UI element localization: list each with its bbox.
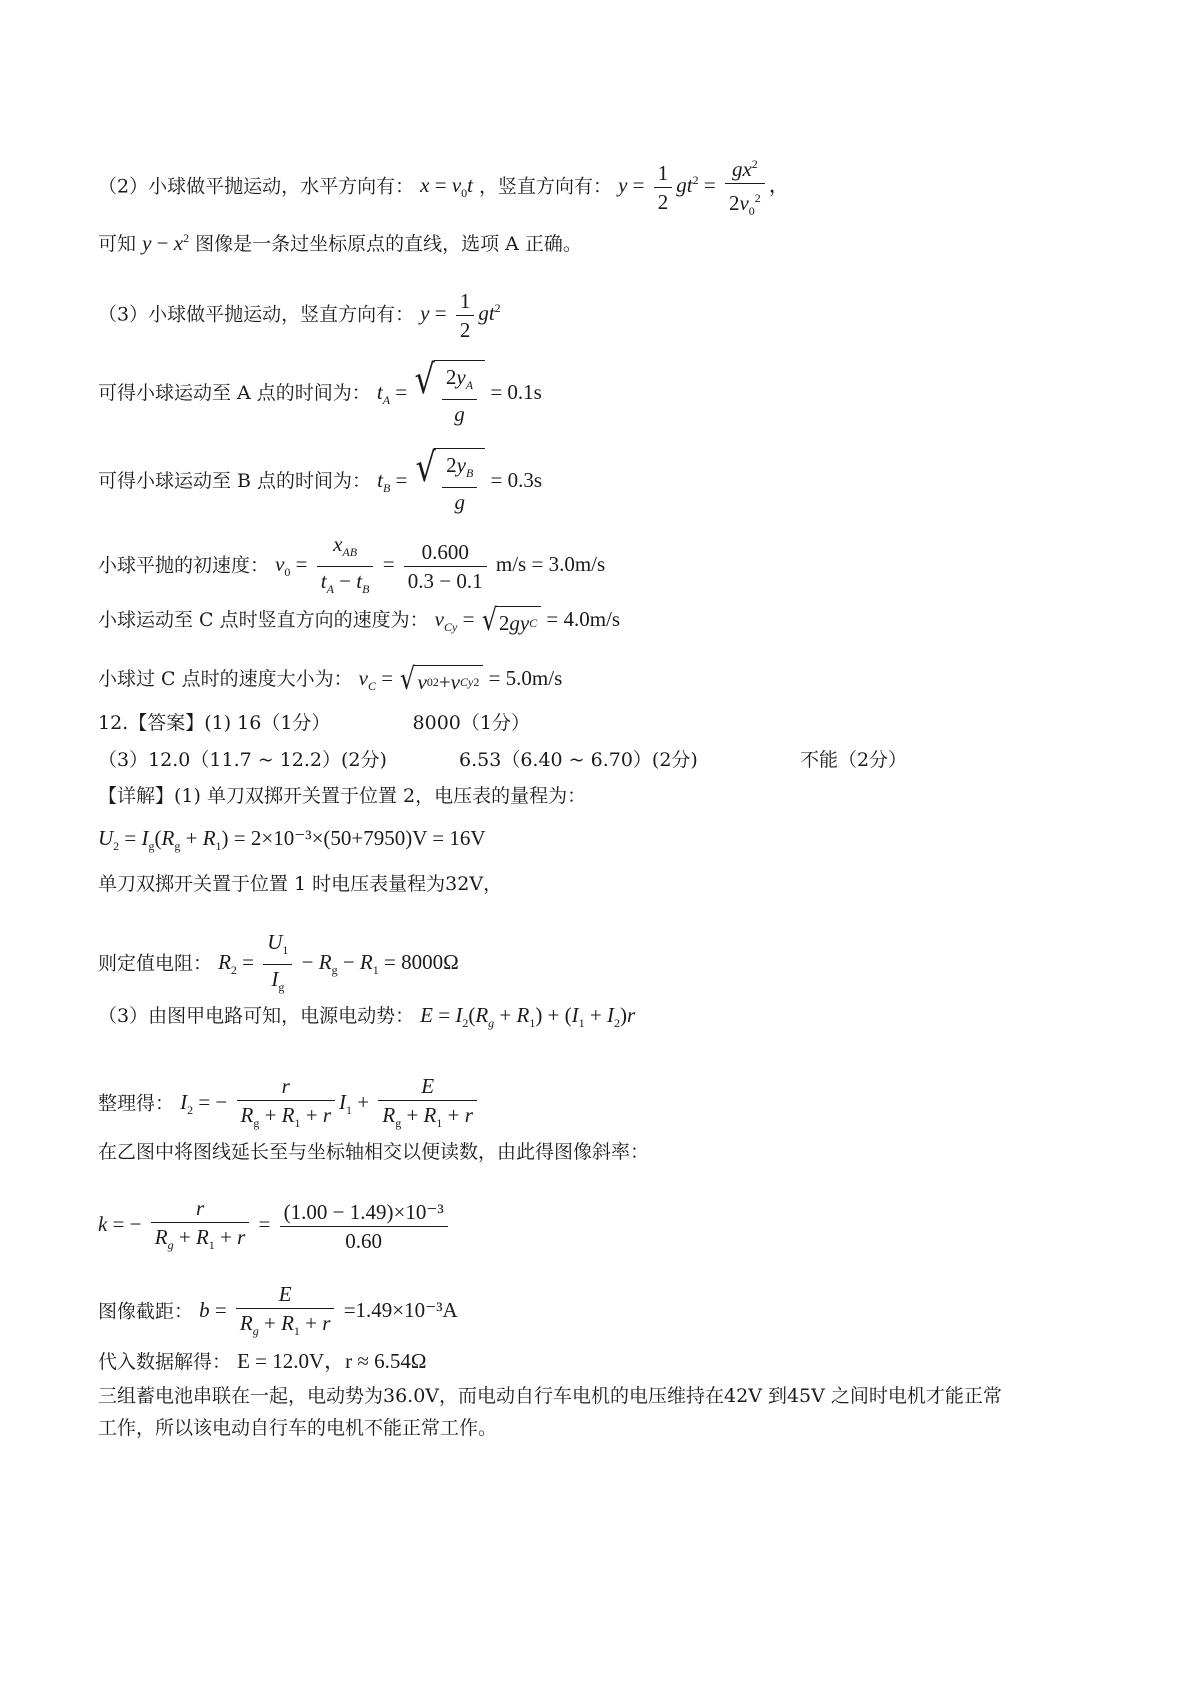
answer-line-2 <box>98 748 907 772</box>
numerator: 0.600 <box>404 538 487 567</box>
text: 在乙图中将图线延长至与坐标轴相交以便读数，由此得图像斜率： <box>98 1141 650 1163</box>
vertical-velocity-line: 小球运动至 C 点时竖直方向的速度为： $v_{Cy}$ = √ 2 gy C = 4.0m/s <box>98 603 621 638</box>
text: 8000（1分） <box>412 712 530 734</box>
text: 12.【答案】(1) 16（1分） <box>98 712 331 734</box>
rearranged-line: 整理得： $I_2$ = − $\frac{r}{R_g + R_1 + r}$ $I_1$ + $\frac{E}{R_g + R_1 + r}$ <box>98 1072 481 1137</box>
vertical-motion-line: （3）小球做平抛运动，竖直方向有： y = $\frac{1}{2}$ $gt^2$ <box>98 289 501 342</box>
solution-line <box>98 1349 427 1374</box>
slope-line: k = − $\frac{r}{R_g + R_1 + r}$ = $\frac{\text{(1.00 − 1.49)×10⁻³}}{0.60}$ <box>98 1194 452 1259</box>
text: ，竖直方向有： <box>479 175 613 198</box>
text: 【详解】(1) 单刀双掷开关置于位置 2，电压表的量程为： <box>98 785 587 807</box>
conclusion-line: 可知 $y - x^2$ 图像是一条过坐标原点的直线，选项 A 正确。 <box>98 231 582 255</box>
value: = 8000Ω <box>384 950 459 975</box>
position-1-line <box>98 872 502 896</box>
text: （3）小球做平抛运动，竖直方向有： <box>98 303 415 326</box>
answer-line-1 <box>98 711 530 735</box>
text: 则定值电阻： <box>98 952 213 975</box>
text: 6.53（6.40 ~ 6.70）(2分) <box>459 749 698 771</box>
value: = 5.0m/s <box>488 665 563 690</box>
resistor-line: 则定值电阻： $R_2$ = $\frac{U_1}{I_g}$ − $R_g - R_1 = 8000\Omega$ <box>98 930 459 994</box>
text: （3）12.0（11.7 ~ 12.2）(2分) <box>98 749 387 771</box>
text: （3）由图甲电路可知，电源电动势： <box>98 1005 415 1027</box>
value: = 2×10⁻³×(50+7950)V = 16V <box>233 826 486 850</box>
text: 三组蓄电池串联在一起，电动势为36.0V，而电动自行车电机的电压维持在42V 到45V 之间时电机才能正常 <box>98 1385 1002 1407</box>
text: （2）小球做平抛运动，水平方向有： <box>98 175 415 198</box>
text: 整理得： <box>98 1092 175 1115</box>
conclusion-line-2 <box>98 1416 497 1440</box>
slope-intro-line <box>98 1140 649 1164</box>
text: 单刀双掷开关置于位置 1 时电压表量程为32V， <box>98 873 503 895</box>
text: 图像截距： <box>98 1300 194 1323</box>
speed-c-line: 小球过 C 点时的速度大小为： $v_C$ = √ v 0 2 + v Cy 2 = 5.0m/s <box>98 662 563 697</box>
voltage-range-line: $U_2 = I_g(R_g + R_1) = 2\times 10^{-3}\times(50+7950)V = 16V$ <box>98 826 486 853</box>
text: 小球过 C 点时的速度大小为： <box>98 667 353 690</box>
value: = 0.3s <box>490 467 543 492</box>
horizontal-motion-line: （2）小球做平抛运动，水平方向有： $x = v_0t$ ，竖直方向有： y = $\frac{1}{2}$ $gt^2$ = $\frac{gx^2}{2v_0^2}$ ， <box>98 150 790 225</box>
value: = 0.1s <box>490 379 542 404</box>
text: 图像是一条过坐标原点的直线，选项 A 正确。 <box>195 233 582 255</box>
text: 小球平抛的初速度： <box>98 554 270 577</box>
text: 可得小球运动至 B 点的时间为： <box>98 469 372 492</box>
value: =1.49×10⁻³A <box>343 1298 458 1323</box>
intercept-line: 图像截距： b = $\frac{E}{R_g + R_1 + r}$ =1.49×10⁻³A <box>98 1282 458 1338</box>
time-b-line: 可得小球运动至 B 点的时间为： $t_B$ = √ $\frac{2y_B}{g}$ = 0.3s <box>98 445 543 514</box>
time-a-line: 可得小球运动至 A 点的时间为： $t_A$ = √ $\frac{2y_A}{g}$ = 0.1s <box>98 357 542 426</box>
denominator: 0.3 − 0.1 <box>407 569 483 593</box>
value: m/s = 3.0m/s <box>495 552 606 577</box>
denominator: 0.60 <box>345 1229 383 1253</box>
emf-line: （3）由图甲电路可知，电源电动势： $E = I_2(R_g + R_1) + (I_1 + I_2)r$ <box>98 1003 636 1030</box>
conclusion-line-1 <box>98 1384 1002 1408</box>
text: 代入数据解得： <box>98 1351 232 1373</box>
text: 不能（2分） <box>799 749 908 771</box>
text: 可得小球运动至 A 点的时间为： <box>98 381 371 404</box>
numerator: (1.00 − 1.49)×10⁻³ <box>280 1198 448 1227</box>
value: = 4.0m/s <box>546 606 621 631</box>
text: 小球运动至 C 点时竖直方向的速度为： <box>98 608 429 631</box>
text: 工作，所以该电动自行车的电机不能正常工作。 <box>98 1417 498 1439</box>
text: 可知 <box>98 233 137 255</box>
initial-velocity-line: 小球平抛的初速度： $v_0$ = $\frac{x_{AB}}{t_A - t_B}$ = $\frac{0.600}{0.3 - 0.1}$ m/s = 3.0m/s <box>98 532 606 596</box>
detail-heading <box>98 784 586 808</box>
value: E = 12.0V，r ≈ 6.54Ω <box>237 1349 427 1373</box>
